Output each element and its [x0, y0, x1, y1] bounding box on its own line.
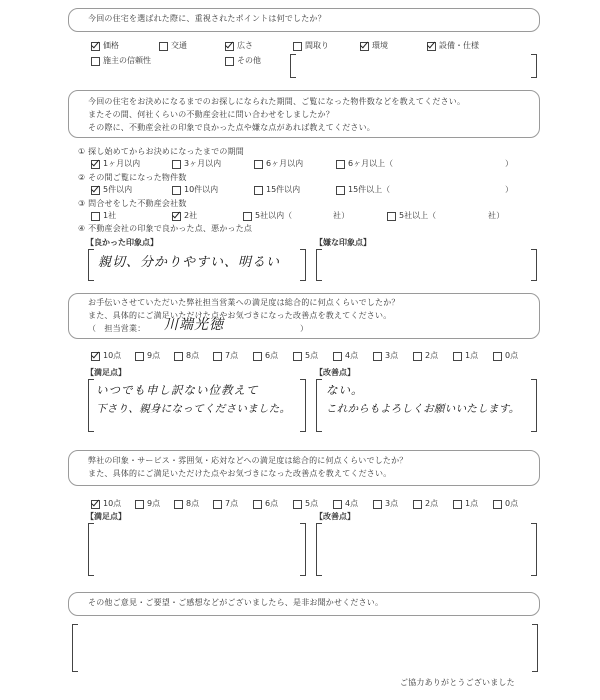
checkbox[interactable] [91, 186, 100, 195]
checkbox[interactable] [91, 212, 100, 221]
checkbox[interactable] [373, 352, 382, 361]
score-option[interactable] [453, 351, 478, 361]
q1-option[interactable] [91, 159, 140, 169]
checkbox[interactable] [336, 160, 345, 169]
score-label: 5点 [305, 351, 319, 360]
q2-option[interactable] [91, 185, 132, 195]
other-comments-box[interactable] [72, 624, 538, 670]
score-label: 6点 [265, 499, 279, 508]
score-label: 0点 [505, 351, 519, 360]
staff-name: 川端光徳 [164, 317, 224, 333]
checkbox[interactable] [293, 42, 302, 51]
score-option[interactable] [413, 499, 438, 509]
checkbox[interactable] [91, 160, 100, 169]
checkbox[interactable] [225, 42, 234, 51]
score-option[interactable] [174, 499, 199, 509]
q1-option[interactable] [172, 159, 221, 169]
q3-option[interactable] [387, 211, 436, 221]
checkbox[interactable] [135, 500, 144, 509]
score-option[interactable] [135, 351, 160, 361]
q3-label: ③ 問合せをした不動産会社数 [78, 199, 187, 208]
checkbox[interactable] [174, 352, 183, 361]
checkbox[interactable] [254, 186, 263, 195]
option-label: 5社以内（ [255, 211, 293, 220]
company-intro-line-1: 弊社の印象・サービス・雰囲気・応対などへの満足度は総合的に何点くらいでしたか？ [88, 456, 408, 465]
score-label: 8点 [186, 351, 200, 360]
staff-label: （ 担当営業： [88, 324, 146, 333]
option-label: その他 [237, 56, 261, 65]
score-label: 9点 [147, 351, 161, 360]
score-label: 10点 [103, 351, 122, 360]
score-option[interactable] [91, 351, 121, 361]
search-intro-line-1: 今回の住宅をお決めになるまでのお探しになられた期間、ご覧になった物件数などを教えてください。 [88, 97, 466, 106]
score-label: 0点 [505, 499, 519, 508]
score-option[interactable] [413, 351, 438, 361]
option-price[interactable] [91, 41, 119, 51]
company-improve-label: 【改善点】 [315, 512, 355, 521]
score-option[interactable] [493, 499, 518, 509]
q1-close: ） [505, 159, 514, 168]
checkbox[interactable] [243, 212, 252, 221]
score-label: 2点 [425, 351, 439, 360]
option-size[interactable] [225, 41, 253, 51]
checkbox[interactable] [172, 212, 181, 221]
checkbox[interactable] [333, 352, 342, 361]
checkbox[interactable] [225, 57, 234, 66]
option-label: 間取り [305, 41, 329, 50]
score-option[interactable] [213, 351, 238, 361]
staff-satisfied-box[interactable] [88, 379, 306, 430]
score-option[interactable] [373, 499, 398, 509]
q3-option[interactable] [91, 211, 116, 221]
company-satisfied-label: 【満足点】 [86, 512, 126, 521]
option-label: 15件以内 [266, 185, 301, 194]
option-label: 交通 [171, 41, 187, 50]
checkbox[interactable] [336, 186, 345, 195]
q3-option[interactable] [172, 211, 197, 221]
option-equipment[interactable] [427, 41, 479, 51]
score-option[interactable] [135, 499, 160, 509]
option-label: 6ヶ月以内 [266, 159, 304, 168]
checkbox[interactable] [91, 352, 100, 361]
score-option[interactable] [253, 351, 278, 361]
company-intro-line-2: また、具体的にご満足いただけた点やお気づきになった改善点を教えてください。 [88, 469, 392, 478]
staff-improve-box[interactable] [316, 379, 537, 430]
checkbox[interactable] [453, 500, 462, 509]
checkbox[interactable] [373, 500, 382, 509]
bad-impression-box[interactable] [316, 249, 537, 279]
checkbox[interactable] [91, 57, 100, 66]
checkbox[interactable] [254, 160, 263, 169]
q2-option[interactable] [336, 185, 390, 195]
option-label: 6ヶ月以上（ [348, 159, 394, 168]
checkbox[interactable] [453, 352, 462, 361]
q1-option[interactable] [254, 159, 303, 169]
score-label: 7点 [225, 351, 239, 360]
score-label: 10点 [103, 499, 122, 508]
checkbox[interactable] [413, 352, 422, 361]
score-label: 8点 [186, 499, 200, 508]
score-option[interactable] [91, 499, 121, 509]
option-label: 価格 [103, 41, 119, 50]
company-improve-box[interactable] [316, 523, 537, 574]
checkbox[interactable] [360, 42, 369, 51]
score-label: 6点 [265, 351, 279, 360]
score-option[interactable] [333, 351, 358, 361]
option-other[interactable] [225, 56, 261, 66]
checkbox[interactable] [213, 500, 222, 509]
priorities-question: 今回の住宅を選ばれた際に、重視されたポイントは何でしたか？ [88, 14, 326, 23]
option-label: 5社以上（ [399, 211, 437, 220]
score-option[interactable] [293, 351, 318, 361]
option-label: 3ヶ月以内 [184, 159, 222, 168]
checkbox[interactable] [91, 42, 100, 51]
search-intro-line-2: またその間、何社くらいの不動産会社に問い合わせをしましたか？ [88, 110, 334, 119]
checkbox[interactable] [413, 500, 422, 509]
checkbox[interactable] [159, 42, 168, 51]
checkbox[interactable] [333, 500, 342, 509]
staff-satisfied-answer-line-1: いつでも申し訳ない位教えて [96, 383, 259, 397]
score-label: 1点 [465, 499, 479, 508]
search-intro-line-3: その際に、不動産会社の印象で良かった点や嫌な点があれば教えてください。 [88, 123, 375, 132]
option-label: 1社 [103, 211, 117, 220]
checkbox[interactable] [174, 500, 183, 509]
staff-improve-label: 【改善点】 [315, 368, 355, 377]
option-layout[interactable] [293, 41, 329, 51]
checkbox[interactable] [387, 212, 396, 221]
option-builder-trust[interactable] [91, 56, 151, 66]
option-label: 設備・仕様 [439, 41, 479, 50]
score-label: 2点 [425, 499, 439, 508]
bad-impression-label: 【嫌な印象点】 [315, 238, 371, 247]
option-label: 10件以内 [184, 185, 219, 194]
score-option[interactable] [213, 499, 238, 509]
staff-improve-answer-line-2: これからもよろしくお願いいたします。 [326, 403, 520, 415]
checkbox[interactable] [253, 352, 262, 361]
staff-satisfied-answer-line-2: 下さり、親身になってくださいました。 [96, 403, 291, 415]
option-transport[interactable] [159, 41, 187, 51]
checkbox[interactable] [493, 500, 502, 509]
option-label: 2社 [184, 211, 198, 220]
checkbox[interactable] [493, 352, 502, 361]
score-label: 1点 [465, 351, 479, 360]
good-impression-box[interactable] [88, 249, 306, 279]
q3-unit: 社） [333, 211, 350, 220]
staff-close: ） [300, 324, 309, 333]
staff-improve-answer-line-1: ない。 [326, 383, 364, 397]
staff-satisfied-label: 【満足点】 [86, 368, 126, 377]
score-label: 4点 [345, 499, 359, 508]
good-impression-label: 【良かった印象点】 [86, 238, 158, 247]
option-label: 環境 [372, 41, 388, 50]
q3-unit: 社） [488, 211, 505, 220]
checkbox[interactable] [293, 352, 302, 361]
q1-label: ① 探し始めてからお決めになったまでの期間 [78, 147, 244, 156]
score-option[interactable] [373, 351, 398, 361]
option-label: 15件以上（ [348, 185, 391, 194]
score-option[interactable] [174, 351, 199, 361]
checkbox[interactable] [172, 186, 181, 195]
score-label: 7点 [225, 499, 239, 508]
checkbox[interactable] [427, 42, 436, 51]
checkbox[interactable] [135, 352, 144, 361]
score-label: 9点 [147, 499, 161, 508]
other-answer-bracket[interactable] [290, 54, 537, 76]
footer-thanks: ご協力ありがとうございました [400, 678, 515, 687]
staff-intro-line-1: お手伝いさせていただいた弊社担当営業への満足度は総合的に何点くらいでしたか？ [88, 298, 400, 307]
q4-label: ④ 不動産会社の印象で良かった点、悪かった点 [78, 224, 253, 233]
checkbox[interactable] [253, 500, 262, 509]
company-satisfied-box[interactable] [88, 523, 306, 574]
option-label: 施主の信頼性 [103, 56, 151, 65]
score-option[interactable] [493, 351, 518, 361]
score-option[interactable] [453, 499, 478, 509]
q2-option[interactable] [172, 185, 218, 195]
good-impression-answer: 親切、分かりやすい、明るい [98, 255, 281, 270]
q1-option[interactable] [336, 159, 393, 169]
checkbox[interactable] [293, 500, 302, 509]
option-label: 広さ [237, 41, 253, 50]
q2-close: ） [505, 185, 514, 194]
option-label: 5件以内 [103, 185, 133, 194]
score-option[interactable] [293, 499, 318, 509]
score-label: 5点 [305, 499, 319, 508]
other-comments-question: その他ご意見・ご要望・ご感想などがございましたら、是非お聞かせください。 [88, 598, 384, 607]
staff-intro-line-2: また、具体的にご満足いただけた点やお気づきになった改善点を教えてください。 [88, 311, 392, 320]
option-environment[interactable] [360, 41, 388, 51]
option-label: 1ヶ月以内 [103, 159, 141, 168]
q2-option[interactable] [254, 185, 300, 195]
q3-option[interactable] [243, 211, 292, 221]
score-label: 3点 [385, 351, 399, 360]
checkbox[interactable] [213, 352, 222, 361]
score-label: 4点 [345, 351, 359, 360]
score-option[interactable] [253, 499, 278, 509]
checkbox[interactable] [172, 160, 181, 169]
score-label: 3点 [385, 499, 399, 508]
checkbox[interactable] [91, 500, 100, 509]
q2-label: ② その間ご覧になった物件数 [78, 173, 187, 182]
score-option[interactable] [333, 499, 358, 509]
